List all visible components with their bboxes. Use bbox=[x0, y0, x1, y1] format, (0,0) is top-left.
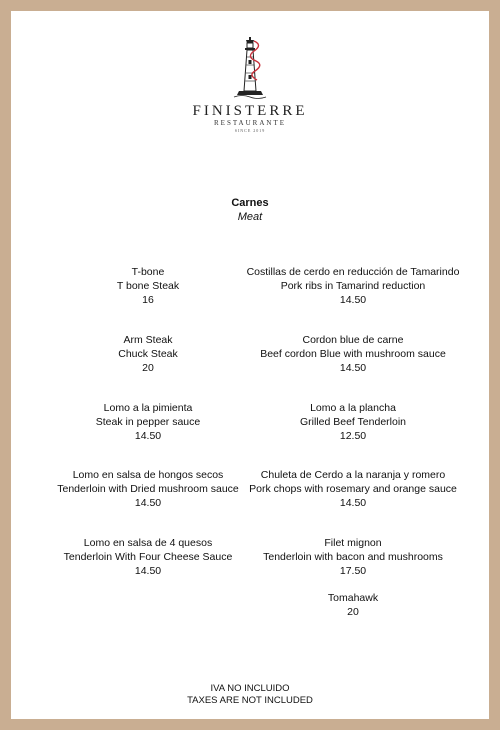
dish-name-es: Lomo a la pimienta bbox=[103, 402, 193, 414]
dish-name-en: Tenderloin with Dried mushroom sauce bbox=[57, 483, 239, 495]
section-title-en: Meat bbox=[237, 211, 263, 223]
menu-item bbox=[38, 333, 258, 375]
menu-item bbox=[243, 401, 463, 443]
menu-item bbox=[243, 265, 463, 307]
dish-name-es: Lomo en salsa de 4 quesos bbox=[83, 537, 213, 549]
dish-name-es: T-bone bbox=[131, 266, 165, 278]
dish-price: 14.50 bbox=[339, 497, 367, 509]
dish-price: 14.50 bbox=[339, 294, 367, 306]
dish-name-en: Pork ribs in Tamarind reduction bbox=[280, 280, 426, 292]
dish-name-es: Filet mignon bbox=[324, 537, 382, 549]
dish-price: 17.50 bbox=[339, 565, 367, 577]
menu-item bbox=[38, 401, 258, 443]
dish-name-en: Grilled Beef Tenderloin bbox=[299, 416, 407, 428]
section-title-es: Carnes bbox=[231, 197, 269, 209]
restaurant-logo bbox=[11, 35, 489, 134]
dish-price: 14.50 bbox=[339, 362, 367, 374]
dish-name-en: Tenderloin with bacon and mushrooms bbox=[263, 551, 443, 563]
tax-note-es: IVA NO INCLUIDO bbox=[210, 683, 290, 694]
tax-note bbox=[11, 683, 489, 707]
dish-name-en: Tenderloin With Four Cheese Sauce bbox=[63, 551, 233, 563]
menu-item bbox=[243, 591, 463, 619]
lighthouse-icon bbox=[230, 35, 270, 103]
tax-note-en: TAXES ARE NOT INCLUDED bbox=[187, 695, 313, 706]
dish-price: 14.50 bbox=[134, 497, 162, 509]
menu-item bbox=[38, 536, 258, 578]
brand-subtitle: RESTAURANTE bbox=[214, 119, 286, 127]
dish-name-es: Lomo a la plancha bbox=[310, 402, 396, 414]
dish-name-en: Pork chops with rosemary and orange sauce bbox=[249, 483, 457, 495]
menu-item bbox=[243, 536, 463, 578]
dish-name-en: T bone Steak bbox=[116, 280, 180, 292]
menu-item bbox=[38, 468, 258, 510]
dish-price: 20 bbox=[347, 606, 359, 618]
menu-item bbox=[243, 333, 463, 375]
dish-price: 14.50 bbox=[134, 565, 162, 577]
dish-name-es: Tomahawk bbox=[327, 592, 379, 604]
menu-item bbox=[243, 468, 463, 510]
dish-price: 12.50 bbox=[339, 430, 367, 442]
brand-since: SINCE 2019 bbox=[234, 128, 266, 133]
dish-name-es: Arm Steak bbox=[123, 334, 173, 346]
dish-price: 14.50 bbox=[134, 430, 162, 442]
dish-name-es: Lomo en salsa de hongos secos bbox=[72, 469, 224, 481]
dish-price: 20 bbox=[142, 362, 154, 374]
dish-name-en: Chuck Steak bbox=[118, 348, 178, 360]
menu-item bbox=[38, 265, 258, 307]
dish-price: 16 bbox=[142, 294, 154, 306]
dish-name-en: Steak in pepper sauce bbox=[95, 416, 201, 428]
dish-name-es: Cordon blue de carne bbox=[302, 334, 404, 346]
menu-page bbox=[11, 11, 489, 719]
dish-name-es: Costillas de cerdo en reducción de Tamarindo bbox=[246, 266, 460, 278]
brand-name: FINISTERRE bbox=[192, 103, 308, 119]
dish-name-en: Beef cordon Blue with mushroom sauce bbox=[260, 348, 446, 360]
dish-name-es: Chuleta de Cerdo a la naranja y romero bbox=[260, 469, 446, 481]
section-heading bbox=[11, 196, 489, 224]
